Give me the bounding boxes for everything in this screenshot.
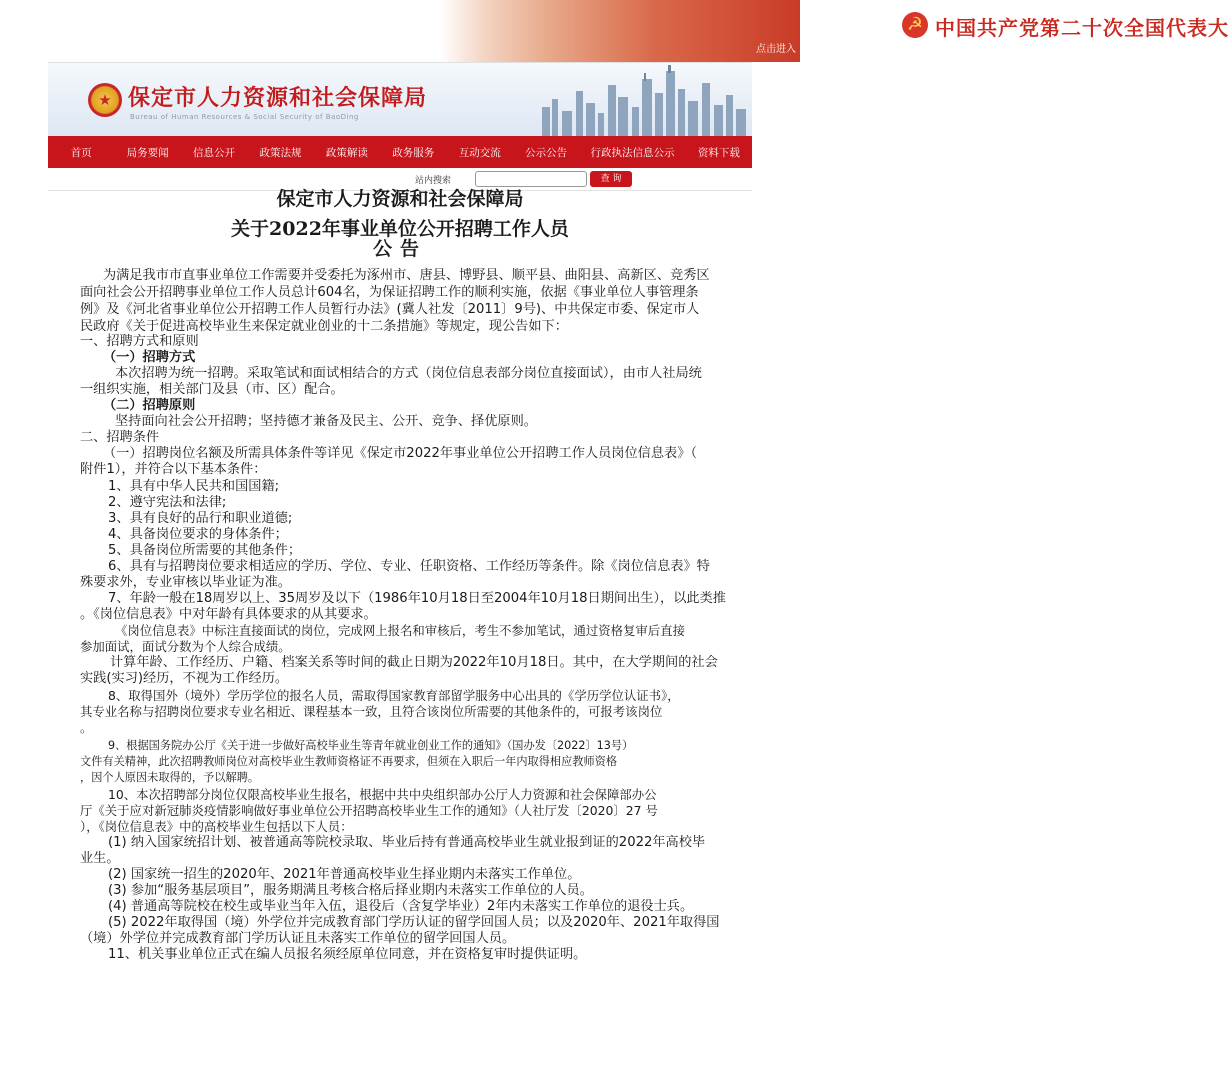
body-line: 殊要求外，专业审核以毕业证为准。 xyxy=(80,575,291,590)
list-item: 9、根据国务院办公厅《关于进一步做好高校毕业生等青年就业创业工作的通知》（国办发〔2022〕13号） xyxy=(108,739,634,752)
body-line: 民政府《关于促进高校毕业生来保定就业创业的十二条措施》等规定，现公告如下： xyxy=(80,319,568,334)
nav-item-services[interactable]: 政务服务 xyxy=(392,146,435,159)
banner-enter-link[interactable]: 点击进入 xyxy=(756,44,796,55)
list-item: 3、具有良好的品行和职业道德; xyxy=(108,511,293,526)
main-nav xyxy=(48,136,752,168)
body-line: 例》及《河北省事业单位公开招聘工作人员暂行办法》(冀人社发〔2011〕9号)、中共保定市委、保定市人 xyxy=(80,302,700,317)
list-item: 7、年龄一般在18周岁以上、35周岁及以下（1986年10月18日至2004年10月18日期间出生），以此类推 xyxy=(108,591,726,606)
body-line: 附件1），并符合以下基本条件： xyxy=(80,462,267,477)
list-item: 2、遵守宪法和法律; xyxy=(108,495,227,510)
top-banner xyxy=(0,0,1229,62)
site-title[interactable]: 保定市人力资源和社会保障局 xyxy=(128,85,428,111)
doc-title-line1: 保定市人力资源和社会保障局 xyxy=(276,188,524,210)
list-item: (1) 纳入国家统招计划、被普通高等院校录取、毕业后持有普通高校毕业生就业报到证的2022年高校毕 xyxy=(108,835,706,850)
body-line: 11、机关事业单位正式在编人员报名须经原单位同意，并在资格复审时提供证明。 xyxy=(108,947,587,962)
doc-title-clipped xyxy=(0,188,800,210)
banner-title: 中国共产党第二十次全国代表大 xyxy=(935,16,1229,40)
nav-item-policies[interactable]: 政策法规 xyxy=(259,146,302,159)
list-item: 6、具有与招聘岗位要求相适应的学历、学位、专业、任职资格、工作经历等条件。除《岗位信息表》特 xyxy=(108,559,710,574)
list-item: 5、具备岗位所需要的其他条件； xyxy=(108,543,302,558)
body-line: 坚持面向社会公开招聘；坚持德才兼备及民主、公开、竞争、择优原则。 xyxy=(115,414,537,429)
list-item: 10、本次招聘部分岗位仅限高校毕业生报名，根据中共中央组织部办公厅人力资源和社会保障部办公 xyxy=(108,787,657,802)
nav-item-home[interactable]: 首页 xyxy=(70,146,92,159)
list-item: (2) 国家统一招生的2020年、2021年普通高校毕业生择业期内未落实工作单位。 xyxy=(108,867,581,882)
national-emblem-icon: ★ xyxy=(88,83,122,117)
section-heading: 二、招聘条件 xyxy=(80,430,160,445)
body-line: 实践(实习)经历，不视为工作经历。 xyxy=(80,671,289,686)
body-line: 。 xyxy=(80,720,93,735)
city-skyline-graphic xyxy=(522,63,752,137)
body-line: （境）外学位并完成教育部门学历认证且未落实工作单位的留学回国人员。 xyxy=(80,931,516,946)
body-line: ，因个人原因未取得的，予以解聘。 xyxy=(80,771,260,784)
list-item: 8、取得国外（境外）学历学位的报名人员，需取得国家教育部留学服务中心出具的《学历学位认证书》， xyxy=(108,688,680,703)
body-line: （一）招聘岗位名额及所需具体条件等详见《保定市2022年事业单位公开招聘工作人员岗位信息表》（ xyxy=(103,446,698,461)
subsection-heading: （一）招聘方式 xyxy=(103,350,196,365)
doc-title-line3: 公告 xyxy=(372,238,427,260)
body-line: 文件有关精神，此次招聘教师岗位对高校毕业生教师资格证不再要求，但须在入职后一年内取得相应教师资格 xyxy=(80,755,618,768)
body-line: 计算年龄、工作经历、户籍、档案关系等时间的截止日期为2022年10月18日。其中，在大学期间的社会 xyxy=(110,655,718,670)
nav-item-policy-interpretation[interactable]: 政策解读 xyxy=(325,146,368,159)
nav-item-info-disclosure[interactable]: 信息公开 xyxy=(193,146,236,159)
body-line: 参加面试，面试分数为个人综合成绩。 xyxy=(80,639,291,654)
hammer-sickle-icon: ☭ xyxy=(902,12,928,38)
body-line: 厅《关于应对新冠肺炎疫情影响做好事业单位公开招聘高校毕业生工作的通知》（人社厅发〔2020〕27 号 xyxy=(80,803,658,818)
body-line: 《岗位信息表》中标注直接面试的岗位，完成网上报名和审核后，考生不参加笔试，通过资格复审后直接 xyxy=(115,623,685,638)
body-line: ），《岗位信息表》中的高校毕业生包括以下人员： xyxy=(80,819,353,834)
list-item: (4) 普通高等院校在校生或毕业当年入伍，退役后（含复学毕业）2年内未落实工作单位的退役士兵。 xyxy=(108,899,694,914)
site-subtitle: Bureau of Human Resources & Social Security of BaoDing xyxy=(130,113,359,121)
body-line: 。《岗位信息表》中对年龄有具体要求的从其要求。 xyxy=(80,607,377,622)
body-line: 一组织实施，相关部门及县（市、区）配合。 xyxy=(80,382,344,397)
list-item: (5) 2022年取得国（境）外学位并完成教育部门学历认证的留学回国人员；以及2020年、2021年取得国 xyxy=(108,915,720,930)
search-button[interactable]: 查 询 xyxy=(590,171,632,187)
nav-item-interaction[interactable]: 互动交流 xyxy=(458,146,501,159)
nav-item-law-enforcement[interactable]: 行政执法信息公示 xyxy=(590,146,675,159)
body-line: 本次招聘为统一招聘。采取笔试和面试相结合的方式（岗位信息表部分岗位直接面试），由市人社局统 xyxy=(115,366,702,381)
search-label: 站内搜索 xyxy=(415,176,452,186)
party-congress-banner[interactable] xyxy=(440,0,1229,62)
site-header xyxy=(48,62,752,137)
body-line: 业生。 xyxy=(80,851,120,866)
body-line: 为满足我市市直事业单位工作需要并受委托为涿州市、唐县、博野县、顺平县、曲阳县、高新区、竞秀区 xyxy=(103,268,710,283)
doc-title-line2: 关于2022年事业单位公开招聘工作人员 xyxy=(231,218,569,240)
list-item: 4、具备岗位要求的身体条件； xyxy=(108,527,288,542)
nav-item-news[interactable]: 局务要闻 xyxy=(126,146,169,159)
body-line: 面向社会公开招聘事业单位工作人员总计604名，为保证招聘工作的顺利实施，依据《事业单位人事管理条 xyxy=(80,285,699,300)
nav-item-announcements[interactable]: 公示公告 xyxy=(525,146,568,159)
list-item: 1、具有中华人民共和国国籍; xyxy=(108,479,280,494)
section-heading: 一、招聘方式和原则 xyxy=(80,334,199,349)
list-item: (3) 参加“服务基层项目”，服务期满且考核合格后择业期内未落实工作单位的人员。 xyxy=(108,883,593,898)
subsection-heading: （二）招聘原则 xyxy=(103,398,196,413)
nav-item-downloads[interactable]: 资料下载 xyxy=(697,146,740,159)
body-line: 其专业名称与招聘岗位要求专业名相近、课程基本一致，且符合该岗位所需要的其他条件的，可报考该岗位 xyxy=(80,704,663,719)
